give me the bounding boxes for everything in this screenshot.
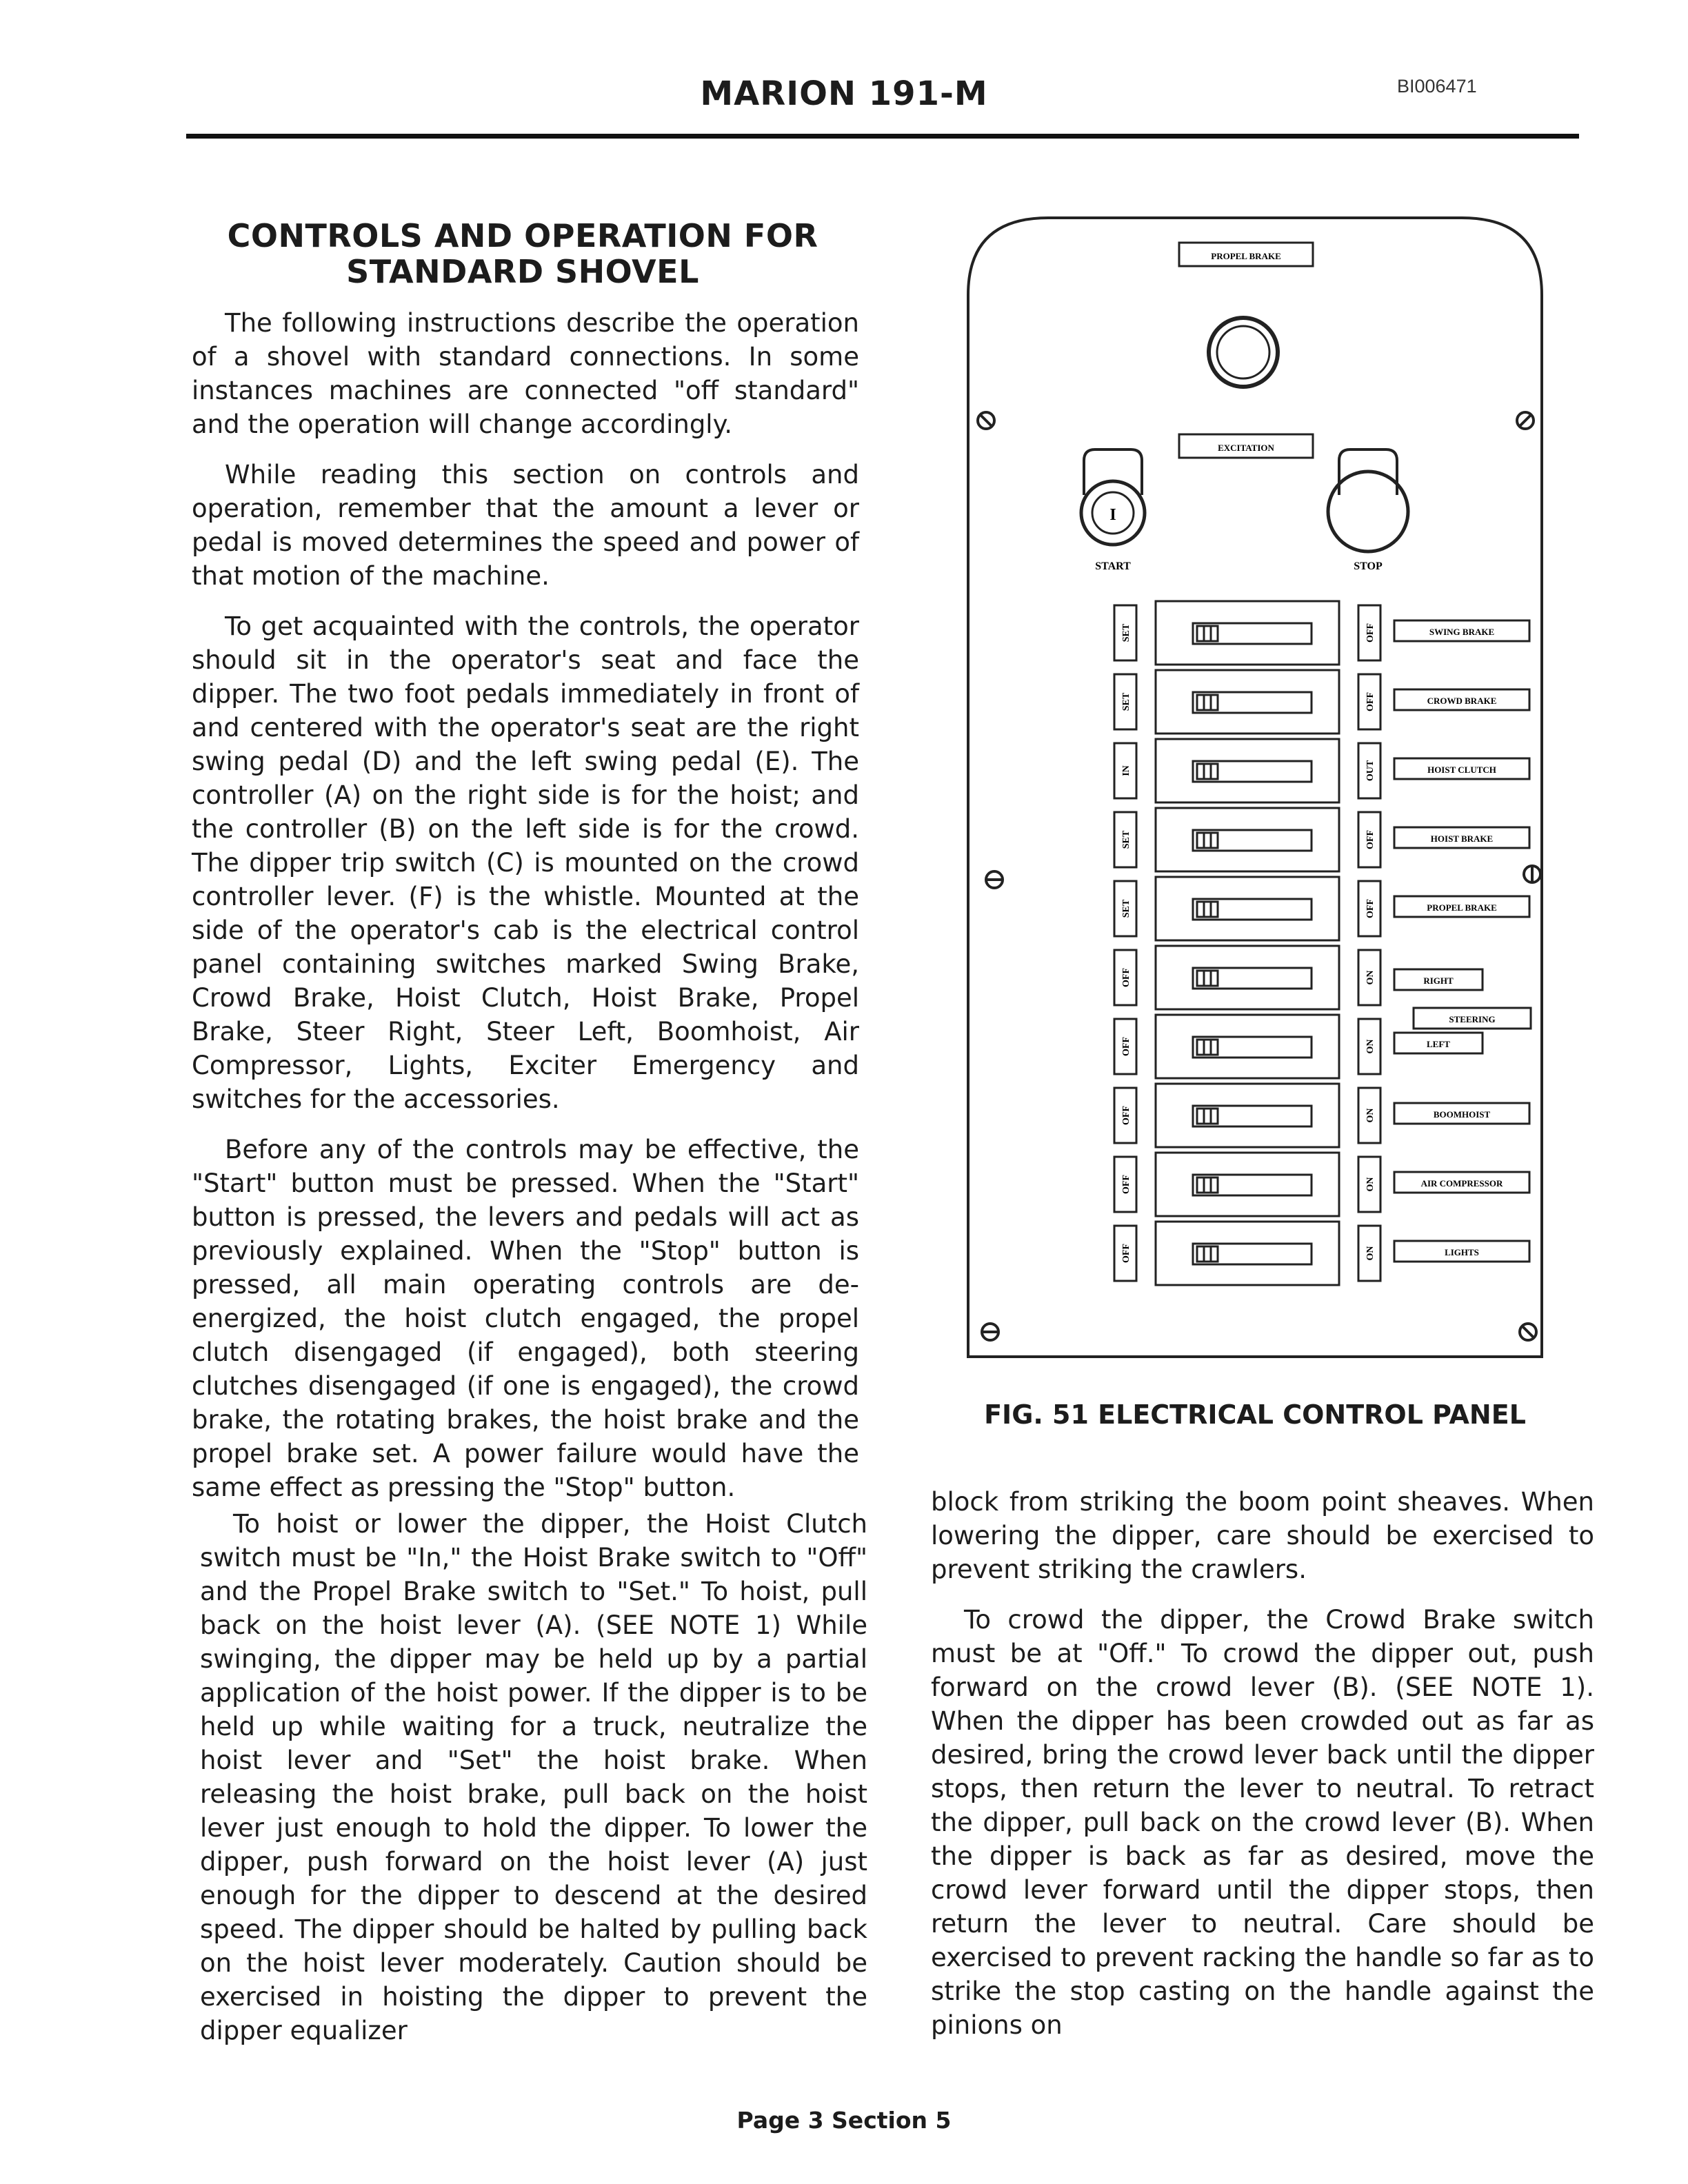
switch-row bbox=[1114, 739, 1529, 802]
switch-row bbox=[1114, 877, 1529, 940]
switch-right-position-text: OFF bbox=[1365, 899, 1376, 918]
paragraph-hoist-continued: block from striking the boom point sheaves. When lowering the dipper, care should be exercised to prevent striking the crawlers. bbox=[931, 1487, 1594, 1584]
paragraph-lever-note: While reading this section on controls and operation, remember that the amount a lever or pedal is moved determines the speed and power of that motion of the machine. bbox=[192, 460, 859, 591]
screw-icon bbox=[1517, 412, 1534, 429]
switch-row bbox=[1114, 670, 1529, 734]
switch-right-position-text: OFF bbox=[1365, 623, 1376, 643]
toggle-switch[interactable] bbox=[1193, 899, 1312, 920]
toggle-switch[interactable] bbox=[1193, 1106, 1312, 1126]
switch-left-position-text: OFF bbox=[1121, 1106, 1132, 1125]
document-id: BI006471 bbox=[1397, 76, 1477, 97]
section-title bbox=[192, 218, 854, 290]
switch-right-position-text: ON bbox=[1365, 1039, 1376, 1054]
switch-left-position-text: OFF bbox=[1121, 1244, 1132, 1263]
screw-icon bbox=[1524, 866, 1540, 882]
function-label-text: HOIST CLUTCH bbox=[1427, 765, 1496, 775]
function-label-text: LEFT bbox=[1427, 1039, 1450, 1049]
paragraph-controls: To get acquainted with the controls, the operator should sit in the operator's seat and face the dipper. The two foot pedals immediately in front of and centered with the operator's seat are the right swing pedal (D) and the left swing pedal (E). The controller (A) on the right side is for the hoist; and the controller (B) on the left side is for the crowd. The dipper trip switch (C) is mounted on the crowd controller lever. (F) is the whistle. Mounted at the side of the operator's cab is the electrical control panel containing switches marked Swing Brake, Crowd Brake, Hoist Clutch, Hoist Brake, Propel Brake, Steer Right, Steer Left, Boomhoist, Air Compressor, Lights, Exciter Emergency and switches for the accessories. bbox=[192, 611, 859, 1114]
electrical-control-panel-figure bbox=[958, 212, 1551, 1371]
start-button-glyph: I bbox=[1109, 506, 1116, 524]
switch-left-position-text: SET bbox=[1121, 623, 1132, 643]
function-label-text: LIGHTS bbox=[1445, 1247, 1479, 1257]
switch-row bbox=[1114, 1008, 1531, 1078]
toggle-switch[interactable] bbox=[1193, 830, 1312, 851]
switch-left-position-text: OFF bbox=[1121, 1037, 1132, 1056]
toggle-switch[interactable] bbox=[1193, 1037, 1312, 1058]
start-button[interactable] bbox=[1081, 449, 1145, 545]
header-rule bbox=[186, 134, 1579, 139]
screw-icon bbox=[1520, 1324, 1536, 1340]
function-label-text: CROWD BRAKE bbox=[1427, 696, 1497, 706]
switch-row bbox=[1114, 808, 1529, 871]
toggle-switch[interactable] bbox=[1193, 623, 1312, 644]
switch-left-position-text: IN bbox=[1121, 765, 1132, 776]
switch-row bbox=[1114, 946, 1483, 1009]
toggle-switch[interactable] bbox=[1193, 692, 1312, 713]
screw-icon bbox=[986, 871, 1003, 888]
function-label-text: RIGHT bbox=[1423, 975, 1454, 986]
screw-icon bbox=[982, 1324, 998, 1340]
toggle-switch[interactable] bbox=[1193, 1175, 1312, 1195]
paragraph-hoist: To hoist or lower the dipper, the Hoist Clutch switch must be "In," the Hoist Brake switch to "Off" and the Propel Brake switch to "Set." To hoist, pull back on the hoist lever (A). (SEE NOTE 1) While swinging, the dipper may be held up by a partial application of the hoist power. If the dipper is to be held up while waiting for a truck, neutralize the hoist lever and "Set" the hoist brake. When releasing the hoist brake, pull back on the hoist lever just enough to hold the dipper. To lower the dipper, push forward on the hoist lever (A) just enough for the dipper to descend at the desired speed. The dipper should be halted by pulling back on the hoist lever moderately. Caution should be exercised in hoisting the dipper to prevent the dipper equalizer bbox=[200, 1509, 867, 2045]
switch-left-position-text: SET bbox=[1121, 692, 1132, 711]
switch-left-position-text: OFF bbox=[1121, 1175, 1132, 1194]
switch-left-position-text: SET bbox=[1121, 899, 1132, 918]
toggle-switch[interactable] bbox=[1193, 761, 1312, 782]
section-title-line-1: CONTROLS AND OPERATION FOR bbox=[227, 217, 818, 254]
function-label-text: STEERING bbox=[1449, 1014, 1496, 1024]
toggle-switch[interactable] bbox=[1193, 1244, 1312, 1264]
function-label-text: BOOMHOIST bbox=[1433, 1109, 1491, 1120]
switch-right-position-text: OUT bbox=[1365, 760, 1376, 782]
stop-label: STOP bbox=[1354, 560, 1383, 572]
paragraph-crowd: To crowd the dipper, the Crowd Brake switch must be at "Off." To crowd the dipper out, push forward on the crowd lever (B). (SEE NOTE 1). When the dipper has been crowded out as far as desired, bring the crowd lever back until the dipper stops, then return the lever to neutral. To retract the dipper, pull back on the crowd lever (B). When the dipper is back as far as desired, move the crowd lever forward until the dipper stops, then return the lever to neutral. Care should be exercised to prevent racking the handle so far as to strike the stop casting on the handle against the pinions on bbox=[931, 1605, 1594, 2040]
column-left-top bbox=[192, 306, 859, 1521]
screw-icon bbox=[978, 412, 994, 429]
paragraph-start-stop: Before any of the controls may be effective, the "Start" button must be pressed. When the "Start" button is pressed, the levers and pedals will act as previously explained. When the "Stop" button is pressed, all main operating controls are de-energized, the hoist clutch engaged, the propel clutch disengaged (if engaged), both steering clutches disengaged (if one is engaged), the crowd brake, the rotating brakes, the hoist brake and the propel brake set. A power failure would have the same effect as pressing the "Stop" button. bbox=[192, 1135, 859, 1502]
switch-row bbox=[1114, 1084, 1529, 1147]
switch-right-position-text: OFF bbox=[1365, 830, 1376, 849]
switch-row bbox=[1114, 1153, 1529, 1216]
function-label-text: PROPEL BRAKE bbox=[1427, 902, 1497, 913]
start-label: START bbox=[1095, 560, 1131, 572]
switch-right-position-text: ON bbox=[1365, 1108, 1376, 1123]
function-label-text: SWING BRAKE bbox=[1429, 627, 1495, 637]
figure-caption: FIG. 51 ELECTRICAL CONTROL PANEL bbox=[984, 1399, 1526, 1430]
switch-right-position-text: ON bbox=[1365, 1177, 1376, 1192]
page-footer: Page 3 Section 5 bbox=[736, 2107, 952, 2134]
function-label-text: HOIST BRAKE bbox=[1430, 833, 1494, 844]
stop-button[interactable] bbox=[1328, 449, 1408, 552]
function-label-text: AIR COMPRESSOR bbox=[1420, 1178, 1503, 1189]
switch-left-position-text: SET bbox=[1121, 830, 1132, 849]
switch-right-position-text: OFF bbox=[1365, 692, 1376, 711]
toggle-switch[interactable] bbox=[1193, 968, 1312, 989]
indicator-lamp-icon bbox=[1209, 318, 1278, 387]
page-header-title: MARION 191-M bbox=[700, 74, 988, 113]
switch-row bbox=[1114, 601, 1529, 665]
paragraph-intro: The following instructions describe the operation of a shovel with standard connections. In some instances machines are connected "off standard" and the operation will change accordingly. bbox=[192, 308, 859, 439]
section-title-line-2: STANDARD SHOVEL bbox=[346, 253, 699, 290]
switch-right-position-text: ON bbox=[1365, 970, 1376, 985]
switch-row bbox=[1114, 1222, 1529, 1285]
switch-left-position-text: OFF bbox=[1121, 968, 1132, 987]
switch-right-position-text: ON bbox=[1365, 1246, 1376, 1261]
propel-brake-indicator-text: PROPEL BRAKE bbox=[1211, 251, 1281, 261]
column-right-bottom bbox=[931, 1485, 1594, 2059]
excitation-text: EXCITATION bbox=[1218, 443, 1274, 453]
column-left-bottom bbox=[200, 1507, 867, 2064]
